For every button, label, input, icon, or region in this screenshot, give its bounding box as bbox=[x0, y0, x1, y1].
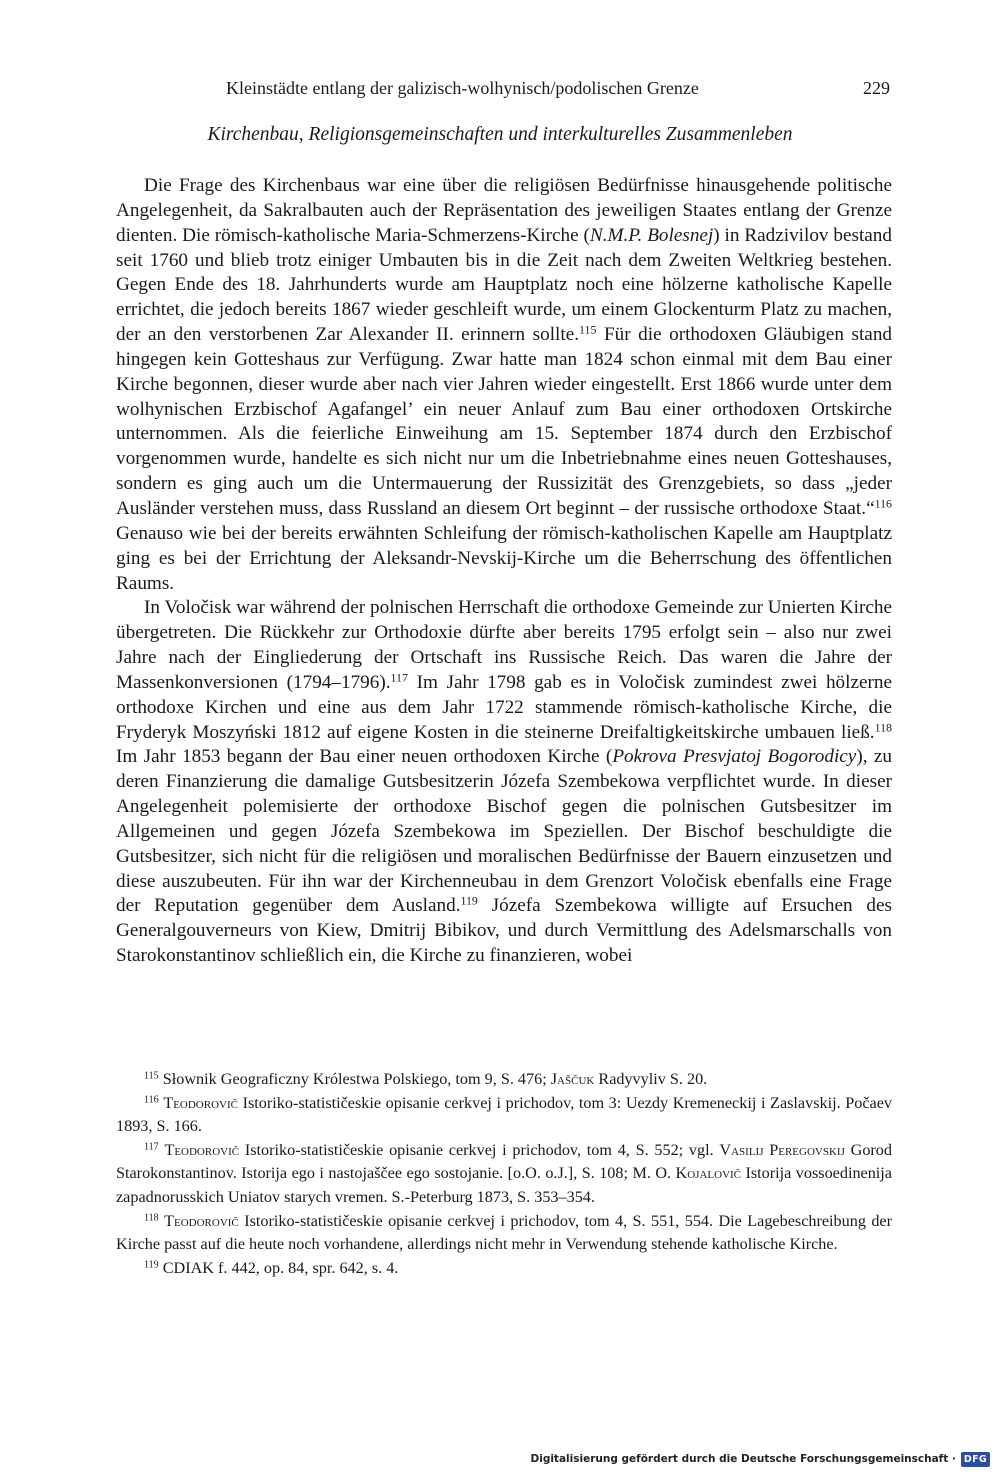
footnote-number: 116 bbox=[144, 1094, 159, 1106]
paragraph: In Voločisk war während der polnischen Herrschaft die orthodoxe Gemeinde zur Unierten Kirche übergetreten. Die Rückkehr zur Orthodoxie dürfte aber bereits 1795 erfolgt sein – also nur zwei Jahre nach der Eingliederung der Ortschaft ins Russische Reich. Das waren die Jahre der Massenkonversionen (1794–1796).$^{117}$ Im Jahr 1798 gab es in Voločisk zumindest zwei hölzerne orthodoxe Kirchen und eine aus dem Jahr 1722 stammende römisch-katholische Kirche, die Fryderyk Moszyński 1812 auf eigene Kosten in die steinerne Dreifaltigkeitskirche umbauen ließ.$^{118}$ Im Jahr 1853 begann der Bau einer neuen orthodoxen Kirche (Pokrova Presvjatoj Bogorodicy), zu deren Finanzierung die damalige Gutsbesitzerin Józefa Szembekowa verpflichtet wurde. In dieser Angelegenheit polemisierte der orthodoxe Bischof gegen die polnischen Gutsbesitzer im Allgemeinen und gegen Józefa Szembekowa im Speziellen. Der Bischof beschuldigte die Gutsbesitzer, sich nicht für die religiösen und moralischen Bedürfnisse der Bauern einzusetzen und diese auszubeuten. Für ihn war der Kirchenneubau in dem Grenzort Voločisk ebenfalls eine Frage der Reputation gegenüber dem Ausland.$^{119}$ Józefa Szembekowa willigte auf Ersuchen des Generalgouverneurs von Kiew, Dmitrij Bibikov, und durch Vermittlung des Adelsmarschalls von Starokonstantinov schließlich ein, die Kirche zu finanzieren, wobei bbox=[116, 597, 892, 967]
author-name: Teodorovič bbox=[164, 1140, 240, 1159]
digitization-credit bbox=[531, 1449, 991, 1469]
footnote-ref[interactable]: 119 bbox=[460, 893, 478, 908]
church-name: N.M.P. Bolesnej bbox=[589, 224, 714, 246]
footnote-number: 115 bbox=[144, 1070, 159, 1082]
footnote-ref[interactable]: 118 bbox=[874, 720, 892, 735]
footnotes bbox=[116, 1068, 892, 1280]
body-text bbox=[116, 174, 892, 969]
paragraph: Die Frage des Kirchenbaus war eine über die religiösen Bedürfnisse hinausgehende politische Angelegenheit, da Sakralbauten auch der Repräsentation des jeweiligen Staates entlang der Grenze dienten. Die römisch-katholische Maria-Schmerzens-Kirche (N.M.P. Bolesnej) in Radzivilov bestand seit 1760 und blieb trotz einiger Umbauten bis in die Zeit nach dem Zweiten Weltkrieg bestehen. Gegen Ende des 18. Jahrhunderts wurde am Hauptplatz noch eine hölzerne katholische Kapelle errichtet, die jedoch bereits 1867 wieder geschleift wurde, um einem Glockenturm Platz zu machen, der an den verstorbenen Zar Alexander II. erinnern sollte.$^{115}$ Für die orthodoxen Gläubigen stand hingegen kein Gotteshaus zur Verfügung. Zwar hatte man 1824 schon einmal mit dem Bau einer Kirche begonnen, dieser wurde aber nach vier Jahren wieder eingestellt. Erst 1866 wurde unter dem wolhynischen Erzbischof Agafangel’ ein neuer Anlauf zum Bau einer orthodoxen Ortskirche unternommen. Als die feierliche Einweihung am 15. September 1874 durch den Erzbischof vorgenommen wurde, handelte es sich nicht nur um die Inbetriebnahme eines neuen Gotteshauses, sondern es ging auch um die Untermauerung der Russizität des Grenzgebiets, so dass „jeder Ausländer verstehen muss, dass Russland an diesem Ort beginnt – der russische orthodoxe Staat.“$^{116}$ Genauso wie bei der bereits erwähnten Schleifung der römisch-katholischen Kapelle am Hauptplatz ging es bei der Errichtung der Aleksandr-Nevskij-Kirche um die Beherrschung des öffentlichen Raums. bbox=[116, 175, 893, 594]
running-title: Kleinstädte entlang der galizisch-wolhynisch/podolischen Grenze bbox=[226, 78, 699, 98]
footnote: $^{115}$ Słownik Geograficzny Królestwa Polskiego, tom 9, S. 476; Jaščuk Radyvyliv S. 20. bbox=[144, 1070, 708, 1088]
section-title: Kirchenbau, Religionsgemeinschaften und interkulturelles Zusammenleben bbox=[207, 124, 793, 145]
dfg-logo: DFG bbox=[961, 1452, 990, 1467]
footnote-number: 117 bbox=[144, 1141, 159, 1153]
author-name: Kojalovič bbox=[675, 1164, 742, 1183]
author-name: Jaščuk bbox=[550, 1070, 595, 1088]
footnote: $^{119}$ CDIAK f. 442, op. 84, spr. 642, s. 4. bbox=[144, 1258, 399, 1277]
footnote: $^{118}$ Teodorovič Istoriko-statističeskie opisanie cerkvej i prichodov, tom 4, S. 551, 554. Die Lagebeschreibung der Kirche passt auf die heute noch vorhandene, allerdings nicht mehr in Verwendung stehende katholische Kirche. bbox=[116, 1211, 892, 1254]
page-number: 229 bbox=[863, 78, 890, 98]
footnote: $^{116}$ Teodorovič Istoriko-statističeskie opisanie cerkvej i prichodov, tom 3: Uezdy Kremeneckij i Zaslavskij. Počaev 1893, S. 166. bbox=[116, 1093, 893, 1136]
footnote-number: 119 bbox=[144, 1259, 159, 1271]
footnote-ref[interactable]: 117 bbox=[390, 670, 408, 685]
author-name: Teodorovič bbox=[164, 1211, 239, 1230]
church-name: Pokrova Presvjatoj Bogorodicy bbox=[612, 746, 857, 768]
author-name: Vasilij Peregovskij bbox=[719, 1140, 845, 1159]
footnote-number: 118 bbox=[144, 1212, 159, 1224]
footnote-ref[interactable]: 116 bbox=[874, 496, 892, 511]
footnote-ref[interactable]: 115 bbox=[579, 322, 597, 337]
credit-text: Digitalisierung gefördert durch die Deutsche Forschungsgemeinschaft · bbox=[530, 1453, 956, 1465]
footnote: $^{117}$ Teodorovič Istoriko-statističeskie opisanie cerkvej i prichodov, tom 4, S. 552; vgl. Vasilij Peregovskij Gorod Starokonstantinov. Istorija ego i nastojaščee ego sostojanie. [o.O. o.J.], S. 108; M. O. Kojalovič Istorija vossoedinenija zapadnorusskich Uniatov starych vremen. S.-Peterburg 1873, S. 353–354. bbox=[116, 1140, 892, 1206]
author-name: Teodorovič bbox=[163, 1093, 238, 1112]
